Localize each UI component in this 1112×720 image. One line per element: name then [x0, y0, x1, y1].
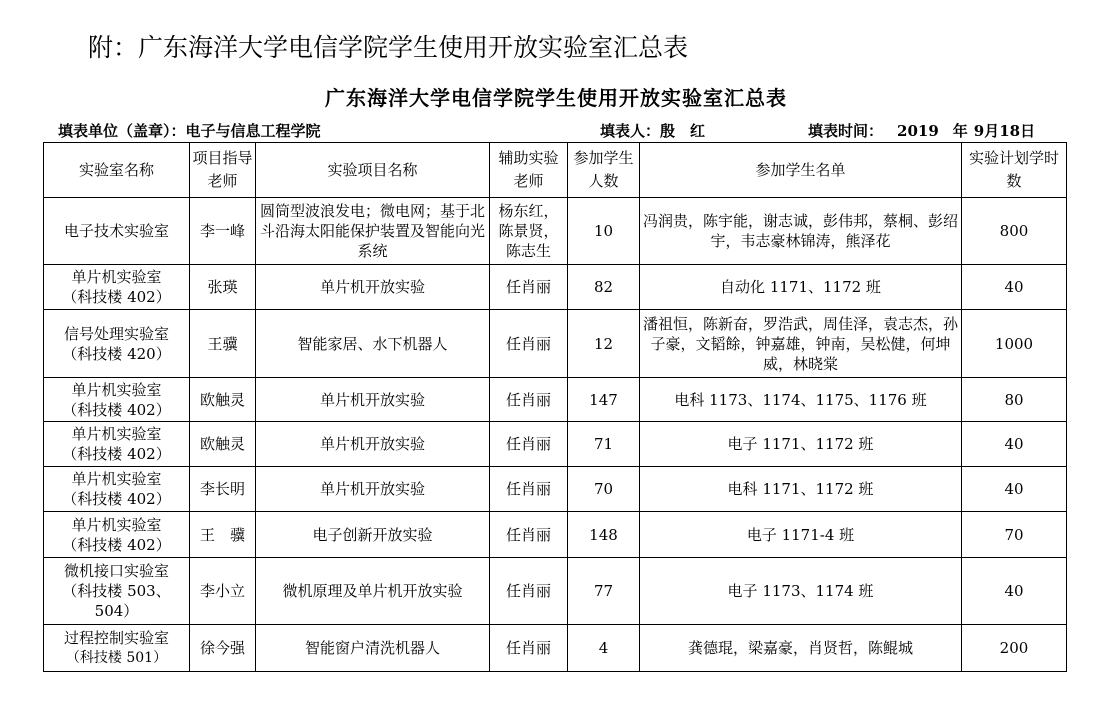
cell-count: 148: [568, 512, 640, 558]
cell-hours: 200: [962, 625, 1067, 672]
cell-students: 龚德琨，梁嘉豪，肖贤哲，陈鲲城: [640, 625, 962, 672]
cell-count: 10: [568, 198, 640, 265]
cell-project: 单片机开放实验: [256, 467, 490, 512]
cell-assistant: 任肖丽: [490, 265, 568, 310]
cell-project: 智能家居、水下机器人: [256, 310, 490, 378]
column-header-students: 参加学生名单: [640, 143, 962, 198]
lab-name: 信号处理实验室: [63, 324, 169, 343]
cell-lab: [44, 310, 190, 378]
cell-students: 电科 1171、1172 班: [640, 467, 962, 512]
cell-project: 微机原理及单片机开放实验: [256, 558, 490, 625]
cell-hours: 80: [962, 378, 1067, 422]
fill-unit-value: 电子与信息工程学院: [185, 122, 321, 140]
lab-name: 微机接口实验室: [63, 562, 169, 580]
cell-students: 冯润贵，陈宇能，谢志诚，彭伟邦，蔡桐、彭绍宇，韦志豪林锦涛，熊泽花: [640, 198, 962, 265]
cell-lab: [44, 467, 190, 512]
table-row: [44, 265, 1067, 310]
column-header-hours: 实验计划学时数: [962, 143, 1067, 198]
column-header-project: 实验项目名称: [256, 143, 490, 198]
lab-name: 单片机实验室: [71, 380, 162, 399]
table-row: [44, 198, 1067, 265]
lab-location: （科技楼 402）: [62, 445, 171, 463]
cell-project: 智能窗户清洗机器人: [256, 625, 490, 672]
lab-location: （科技楼 501）: [65, 650, 168, 666]
cell-assistant: 任肖丽: [490, 558, 568, 625]
cell-advisor: 王骥: [190, 310, 256, 378]
cell-students: 电子 1171-4 班: [640, 512, 962, 558]
filler-value: 殷 红: [660, 122, 706, 140]
cell-assistant: 任肖丽: [490, 625, 568, 672]
cell-lab: [44, 422, 190, 467]
filler-label: 填表人：: [600, 122, 661, 140]
cell-advisor: 王 骥: [190, 512, 256, 558]
cell-students: 电子 1171、1172 班: [640, 422, 962, 467]
cell-hours: 40: [962, 265, 1067, 310]
cell-advisor: 欧触灵: [190, 378, 256, 422]
lab-location: （科技楼 503、504）: [62, 582, 171, 620]
lab-name: 单片机实验室: [71, 515, 162, 534]
cell-count: 77: [568, 558, 640, 625]
cell-lab: [44, 558, 190, 625]
cell-advisor: 徐今强: [190, 625, 256, 672]
cell-lab: [44, 198, 190, 265]
cell-advisor: 张瑛: [190, 265, 256, 310]
attachment-title: 附：广东海洋大学电信学院学生使用开放实验室汇总表: [88, 33, 689, 62]
lab-location: （科技楼 420）: [62, 344, 171, 363]
cell-count: 71: [568, 422, 640, 467]
lab-name: 单片机实验室: [71, 470, 162, 488]
document-title: 广东海洋大学电信学院学生使用开放实验室汇总表: [325, 86, 787, 110]
filler: [600, 122, 705, 140]
cell-advisor: 李一峰: [190, 198, 256, 265]
cell-hours: 800: [962, 198, 1067, 265]
cell-project: 单片机开放实验: [256, 378, 490, 422]
cell-hours: 40: [962, 558, 1067, 625]
lab-name: 单片机实验室: [71, 425, 162, 443]
table-row: [44, 422, 1067, 467]
cell-assistant: 任肖丽: [490, 378, 568, 422]
table-row: [44, 512, 1067, 558]
cell-assistant: 任肖丽: [490, 512, 568, 558]
cell-hours: 40: [962, 467, 1067, 512]
fill-unit-label: 填表单位（盖章）：: [58, 122, 186, 140]
cell-hours: 1000: [962, 310, 1067, 378]
cell-assistant: 任肖丽: [490, 310, 568, 378]
column-header-assistant: 辅助实验老师: [490, 143, 568, 198]
table-row: [44, 467, 1067, 512]
header-row: [44, 143, 1067, 198]
table-row: [44, 378, 1067, 422]
cell-students: 电子 1173、1174 班: [640, 558, 962, 625]
cell-hours: 70: [962, 512, 1067, 558]
fill-unit: [58, 122, 321, 140]
fill-date-month-day: 9月18日: [973, 122, 1036, 140]
cell-lab: [44, 625, 190, 672]
fill-date-label: 填表时间：: [808, 122, 884, 140]
cell-lab: [44, 378, 190, 422]
cell-hours: 40: [962, 422, 1067, 467]
cell-lab: [44, 512, 190, 558]
cell-project: 单片机开放实验: [256, 422, 490, 467]
column-header-lab: 实验室名称: [44, 143, 190, 198]
cell-project: 圆筒型波浪发电；微电网；基于北斗沿海太阳能保护装置及智能向光系统: [256, 198, 490, 265]
fill-date-year-unit: 年: [952, 122, 968, 140]
lab-location: （科技楼 402）: [62, 490, 171, 508]
lab-location: （科技楼 402）: [62, 288, 171, 306]
fill-date-year: 2019: [897, 122, 939, 140]
cell-assistant: 任肖丽: [490, 422, 568, 467]
cell-project: 电子创新开放实验: [256, 512, 490, 558]
cell-count: 147: [568, 378, 640, 422]
cell-count: 70: [568, 467, 640, 512]
table-row: [44, 310, 1067, 378]
column-header-advisor: 项目指导老师: [190, 143, 256, 198]
cell-lab: [44, 265, 190, 310]
cell-project: 单片机开放实验: [256, 265, 490, 310]
cell-students: 电科 1173、1174、1175、1176 班: [640, 378, 962, 422]
lab-location: （科技楼 402）: [62, 535, 171, 554]
summary-table: [43, 142, 1067, 672]
lab-name: 过程控制实验室: [63, 629, 169, 647]
cell-count: 4: [568, 625, 640, 672]
cell-count: 82: [568, 265, 640, 310]
cell-students: 自动化 1171、1172 班: [640, 265, 962, 310]
cell-assistant: 杨东红，陈景贤，陈志生: [490, 198, 568, 265]
cell-advisor: 欧触灵: [190, 422, 256, 467]
lab-location: （科技楼 402）: [62, 400, 171, 419]
cell-students: 潘祖恒，陈新奋，罗浩武，周佳泽，袁志杰，孙子豪，文韬餘，钟嘉雄，钟南，吴松健，何坤威，林晓棠: [640, 310, 962, 378]
cell-advisor: 李小立: [190, 558, 256, 625]
fill-date: [808, 122, 1035, 140]
lab-name: 单片机实验室: [71, 268, 162, 286]
cell-count: 12: [568, 310, 640, 378]
table-row: [44, 625, 1067, 672]
cell-advisor: 李长明: [190, 467, 256, 512]
cell-assistant: 任肖丽: [490, 467, 568, 512]
lab-name: 电子技术实验室: [63, 222, 169, 240]
table-row: [44, 558, 1067, 625]
column-header-count: 参加学生人数: [568, 143, 640, 198]
